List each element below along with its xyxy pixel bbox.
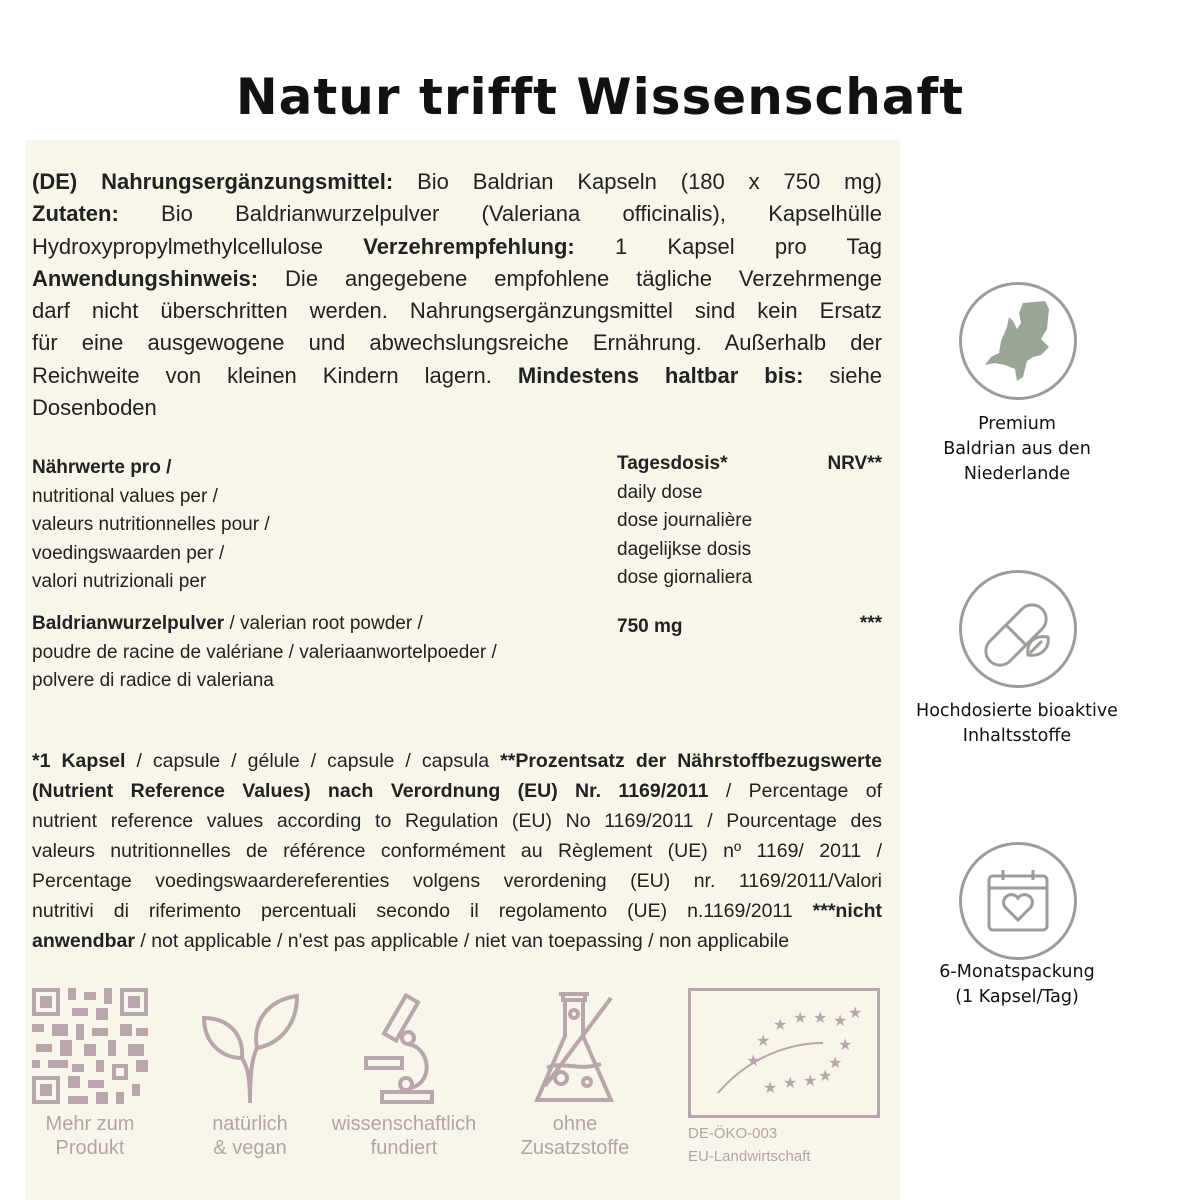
text-line <box>32 746 882 776</box>
capsule-leaf-icon <box>978 589 1058 669</box>
text: Bio Baldrian Kapseln (180 x 750 mg) <box>393 169 882 194</box>
text-line <box>32 926 882 956</box>
page-title: Natur trifft Wissenschaft <box>235 68 965 126</box>
header-sub: valeurs nutritionnelles pour / <box>32 514 270 535</box>
dose-sub: dose journalière <box>617 510 753 531</box>
svg-text:★: ★ <box>746 1051 761 1070</box>
bold-text: ***nicht <box>812 900 882 922</box>
badge-label: natürlich <box>212 1113 288 1135</box>
dose-sub: dose giornaliera <box>617 567 753 588</box>
text-line <box>32 776 882 806</box>
feature-six-month-pack <box>907 960 1127 1010</box>
text: siehe <box>803 362 882 388</box>
svg-text:★: ★ <box>813 1008 828 1027</box>
svg-text:★: ★ <box>783 1073 798 1092</box>
bold-text: Verzehrempfehlung: <box>363 233 575 259</box>
eu-organic-leaf-icon <box>688 988 880 1118</box>
text: Dosenboden <box>32 395 157 421</box>
text-line <box>32 295 882 327</box>
feature-high-dose <box>907 699 1127 749</box>
product-info-text <box>32 166 882 424</box>
feature-line: Niederlande <box>963 464 1071 484</box>
bold-text: *1 Kapsel <box>32 750 126 772</box>
qr-code-icon <box>32 988 148 1104</box>
dose-sub: dagelijkse dosis <box>617 538 752 560</box>
text: valeurs nutritionnelles de référence conformément au Règlement (UE) nº 1169/ 2011 / <box>32 840 882 862</box>
svg-text:★: ★ <box>763 1078 778 1097</box>
calendar-heart-icon <box>983 866 1053 936</box>
ingredient-translations: / valerian root powder / <box>224 613 423 634</box>
text: Reichweite von kleinen Kindern lagern. <box>32 362 518 388</box>
text-line <box>32 166 882 198</box>
ingredient-name: Baldrianwurzelpulver <box>32 613 225 634</box>
feature-line: 6-Monatspackung <box>939 962 1095 982</box>
svg-text:★: ★ <box>838 1035 853 1054</box>
badge-qr[interactable] <box>28 988 152 1160</box>
text-line <box>32 866 882 896</box>
text-line <box>32 231 882 263</box>
flask-crossed-icon <box>517 988 633 1104</box>
header-sub: valori nutrizionali per <box>32 571 207 592</box>
bold-text: Mindestens haltbar bis: <box>517 362 804 388</box>
text-line <box>32 392 882 424</box>
dose-sub: daily dose <box>617 481 703 503</box>
text: nutrient reference values according to Regulation (EU) No 1169/2011 / Pourcentage des <box>32 810 882 832</box>
text-line <box>32 896 882 926</box>
header-sub: nutritional values per / <box>32 485 218 507</box>
text-line <box>32 360 882 392</box>
feature-line: Hochdosierte bioaktive <box>916 701 1118 721</box>
text: Hydroxypropylmethylcellulose <box>32 233 364 259</box>
nutrition-header <box>32 454 882 604</box>
svg-text:★: ★ <box>818 1066 833 1085</box>
badge-no-additives <box>508 988 642 1160</box>
bold-text: (Nutrient Reference Values) nach Verordnung (EU) Nr. 1169/2011 <box>32 780 709 802</box>
feature-icon-circle <box>959 570 1077 688</box>
bold-text: Zutaten: <box>32 201 119 227</box>
text: 1 Kapsel pro Tag <box>574 233 882 259</box>
feature-line: Premium <box>978 414 1056 434</box>
text: für eine ausgewogene und abwechslungsreiche Ernährung. Außerhalb der <box>32 330 882 356</box>
daily-dose-label: Tagesdosis* <box>617 453 728 474</box>
feature-icon-circle <box>959 842 1077 960</box>
feature-line: Inhaltsstoffe <box>962 726 1072 746</box>
feature-netherlands <box>907 412 1127 487</box>
nutrition-header-label: Nährwerte pro / <box>32 457 172 478</box>
svg-text:★: ★ <box>848 1003 863 1022</box>
text: / not applicable / n'est pas applicable / niet van toepassing / non applicabile <box>134 930 790 952</box>
text: Bio Baldrianwurzelpulver (Valeriana officinalis), Kapselhülle <box>118 201 882 227</box>
text: darf nicht überschritten werden. Nahrungsergänzungsmittel sind kein Ersatz <box>32 298 882 324</box>
feature-line: Baldrian aus den <box>943 439 1091 459</box>
badge-label: & vegan <box>213 1137 287 1159</box>
text-line <box>32 263 882 295</box>
svg-text:★: ★ <box>803 1071 818 1090</box>
text: Die angegebene empfohlene tägliche Verzehrmenge <box>258 265 882 291</box>
nutrition-row <box>32 610 882 700</box>
text-line <box>32 836 882 866</box>
svg-text:★: ★ <box>828 1053 843 1072</box>
text-line <box>32 806 882 836</box>
nrv-label: NRV** <box>827 453 882 474</box>
badge-label: fundiert <box>370 1137 438 1159</box>
badge-label: Zusatzstoffe <box>520 1137 630 1159</box>
feature-line: (1 Kapsel/Tag) <box>955 987 1079 1007</box>
feature-icon-circle <box>959 282 1077 400</box>
bold-text: **Prozentsatz der Nährstoffbezugswerte <box>500 750 882 772</box>
badge-label: DE-ÖKO-003 <box>688 1125 778 1142</box>
header-sub: voedingswaarden per / <box>32 542 225 564</box>
badge-label: Produkt <box>55 1137 125 1159</box>
dose-value: 750 mg <box>617 616 683 637</box>
text-line <box>32 198 882 230</box>
badge-label: Mehr zum <box>45 1113 135 1135</box>
badge-eu-organic <box>688 988 882 1168</box>
bold-text: anwendbar <box>32 930 135 952</box>
badge-label: ohne <box>552 1113 598 1135</box>
badge-label: wissenschaftlich <box>331 1113 477 1135</box>
text-line <box>32 327 882 359</box>
badge-label: EU-Landwirtschaft <box>688 1148 811 1165</box>
bold-text: (DE) Nahrungsergänzungsmittel: <box>32 169 394 194</box>
text: / Percentage of <box>708 780 882 802</box>
text: nutritivi di riferimento percentuali secondo il regolamento (UE) n.1169/2011 <box>32 900 813 922</box>
svg-text:★: ★ <box>773 1015 788 1034</box>
microscope-icon <box>346 988 462 1104</box>
text: Percentage voedingswaardereferenties volgens verordening (EU) nr. 1169/2011/Valori <box>32 870 882 892</box>
netherlands-map-icon <box>983 299 1053 383</box>
svg-text:★: ★ <box>833 1011 848 1030</box>
svg-text:★: ★ <box>756 1031 771 1050</box>
badge-science <box>328 988 480 1160</box>
leaves-icon <box>192 988 308 1104</box>
svg-text:★: ★ <box>793 1008 808 1027</box>
ingredient-translations: polvere di radice di valeriana <box>32 670 274 691</box>
ingredient-translations: poudre de racine de valériane / valeriaanwortelpoeder / <box>32 641 497 663</box>
text: / capsule / gélule / capsule / capsula <box>125 750 501 772</box>
badge-vegan <box>185 988 315 1160</box>
footnotes-text <box>32 746 882 956</box>
nrv-value: *** <box>859 613 882 634</box>
bold-text: Anwendungshinweis: <box>32 265 259 291</box>
